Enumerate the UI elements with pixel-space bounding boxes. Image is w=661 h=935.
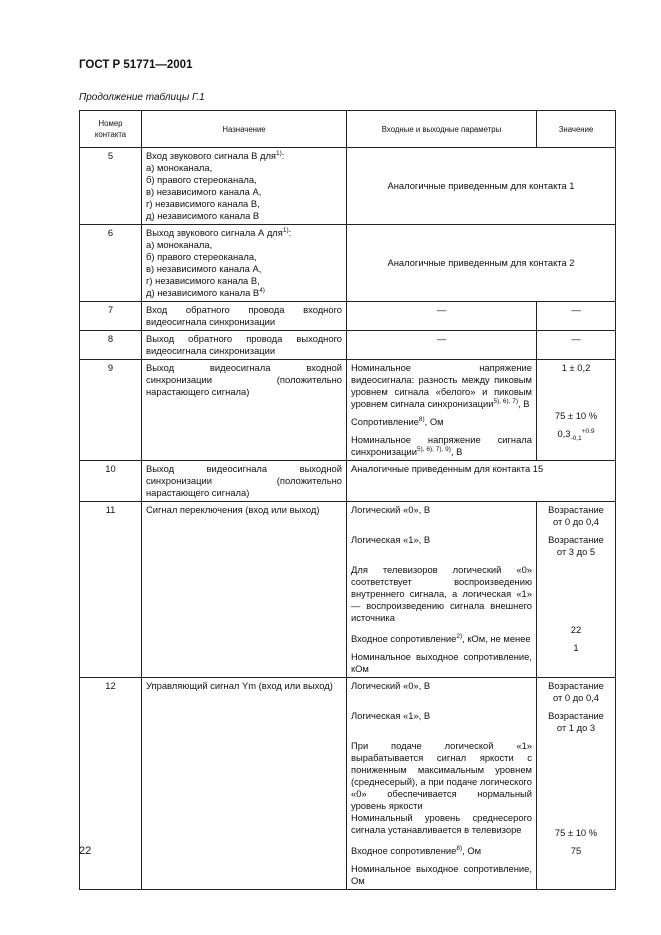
table-row xyxy=(80,302,616,331)
table-row xyxy=(80,331,616,360)
purpose-line: в) независимого канала А, xyxy=(146,186,262,197)
contact-purpose: Выход видеосигнала входной синхронизации (положительно нарастающего сигнала) xyxy=(142,360,347,461)
contact-value: Возрастание от 0 до 0,4 Возрастание от 1 до 3 75 ± 10 % 75 xyxy=(537,678,616,890)
contact-number: 6 xyxy=(80,225,142,302)
contact-parameters: — xyxy=(347,331,537,360)
table-row xyxy=(80,678,616,890)
purpose-line: г) независимого канала В, xyxy=(146,198,260,209)
purpose-line: г) независимого канала В, xyxy=(146,275,260,286)
header-parameters: Входные и выходные параметры xyxy=(347,111,537,148)
contact-value: — xyxy=(537,302,616,331)
document-title: ГОСТ Р 51771—2001 xyxy=(79,59,193,71)
contact-number: 9 xyxy=(80,360,142,461)
table-row xyxy=(80,502,616,678)
param-line: Номинальное напряжение сигнала синхронизации$^{5), 6), 7), 9)}$, В xyxy=(351,434,532,457)
contact-purpose: Управляющий сигнал Ym (вход или выход) xyxy=(142,678,347,890)
purpose-line: а) моноканала, xyxy=(146,162,213,173)
contact-parameters: Логический «0», В Логическая «1», В При подаче логической «1» вырабатывается сигнал яркости с пониженным максимальным уровнем (среднесерый), а при подаче логического «0» обеспечивается нормальный уровень яркости Номинальный уровень среднесерого сигнала устанавливается в телевизоре Входное сопротивление$^{8)}$, Ом Номинальное выходное сопротивление, Ом xyxy=(347,678,537,890)
contact-parameters: Аналогичные приведенным для контакта 15 xyxy=(347,461,616,502)
contact-purpose xyxy=(142,148,347,225)
table-row xyxy=(80,225,616,302)
contact-number: 11 xyxy=(80,502,142,678)
contact-number: 5 xyxy=(80,148,142,225)
contact-number: 8 xyxy=(80,331,142,360)
purpose-line: Выход звукового сигнала А для$^{1)}$: xyxy=(146,226,292,238)
header-purpose: Назначение xyxy=(142,111,347,148)
contact-number: 12 xyxy=(80,678,142,890)
table-row xyxy=(80,148,616,225)
contact-purpose: Сигнал переключения (вход или выход) xyxy=(142,502,347,678)
contact-number: 10 xyxy=(80,461,142,502)
contact-value: Возрастание от 0 до 0,4 Возрастание от 3 до 5 22 1 xyxy=(537,502,616,678)
table-row xyxy=(80,360,616,461)
contact-parameters: Аналогичные приведенным для контакта 2 xyxy=(347,225,616,302)
purpose-line: д) независимого канала В xyxy=(146,210,260,221)
contact-parameters: — xyxy=(347,302,537,331)
contact-value: 1 ± 0,2 75 ± 10 % $0,3_{-0,1}^{+0.9}$ xyxy=(537,360,616,461)
contact-purpose: Выход видеосигнала выходной синхронизации (положительно нарастающего сигнала) xyxy=(142,461,347,502)
param-line: Номинальное напряжение видеосигнала: разность между пиковым уровнем сигнала «белого» и пиковым уровнем сигнала синхронизации$^{5), 6), 7)}$, В xyxy=(351,362,532,409)
table-header-row xyxy=(80,111,616,148)
contact-purpose: Вход обратного провода входного видеосигнала синхронизации xyxy=(142,302,347,331)
param-line: Сопротивление$^{8)}$, Ом xyxy=(351,415,444,427)
purpose-line: б) правого стереоканала, xyxy=(146,251,257,262)
purpose-line: Вход звукового сигнала B для$^{1)}$: xyxy=(146,149,285,161)
page-number: 22 xyxy=(79,845,92,857)
table-row xyxy=(80,461,616,502)
header-contact-number: Номер контакта xyxy=(80,111,142,148)
contact-purpose xyxy=(142,225,347,302)
contact-value: — xyxy=(537,331,616,360)
contact-parameters: Логический «0», В Логическая «1», В Для телевизоров логический «0» соответствует воспроизведению внутреннего сигнала, а логическая «1» — воспроизведению сигнала внешнего источника Входное сопротивление$^{2)}$, кОм, не менее Номинальное выходное сопротивление, кОм xyxy=(347,502,537,678)
contact-purpose: Выход обратного провода выходного видеосигнала синхронизации xyxy=(142,331,347,360)
purpose-line: б) правого стереоканала, xyxy=(146,174,257,185)
purpose-line: а) моноканала, xyxy=(146,239,213,250)
table-caption: Продолжение таблицы Г.1 xyxy=(79,92,205,103)
header-value: Значение xyxy=(537,111,616,148)
contact-number: 7 xyxy=(80,302,142,331)
purpose-line: в) независимого канала А, xyxy=(146,263,262,274)
contacts-table xyxy=(79,110,616,890)
contact-parameters: Аналогичные приведенным для контакта 1 xyxy=(347,148,616,225)
purpose-line: д) независимого канала $В^{4)}$ xyxy=(146,286,265,298)
contact-parameters xyxy=(347,360,537,461)
